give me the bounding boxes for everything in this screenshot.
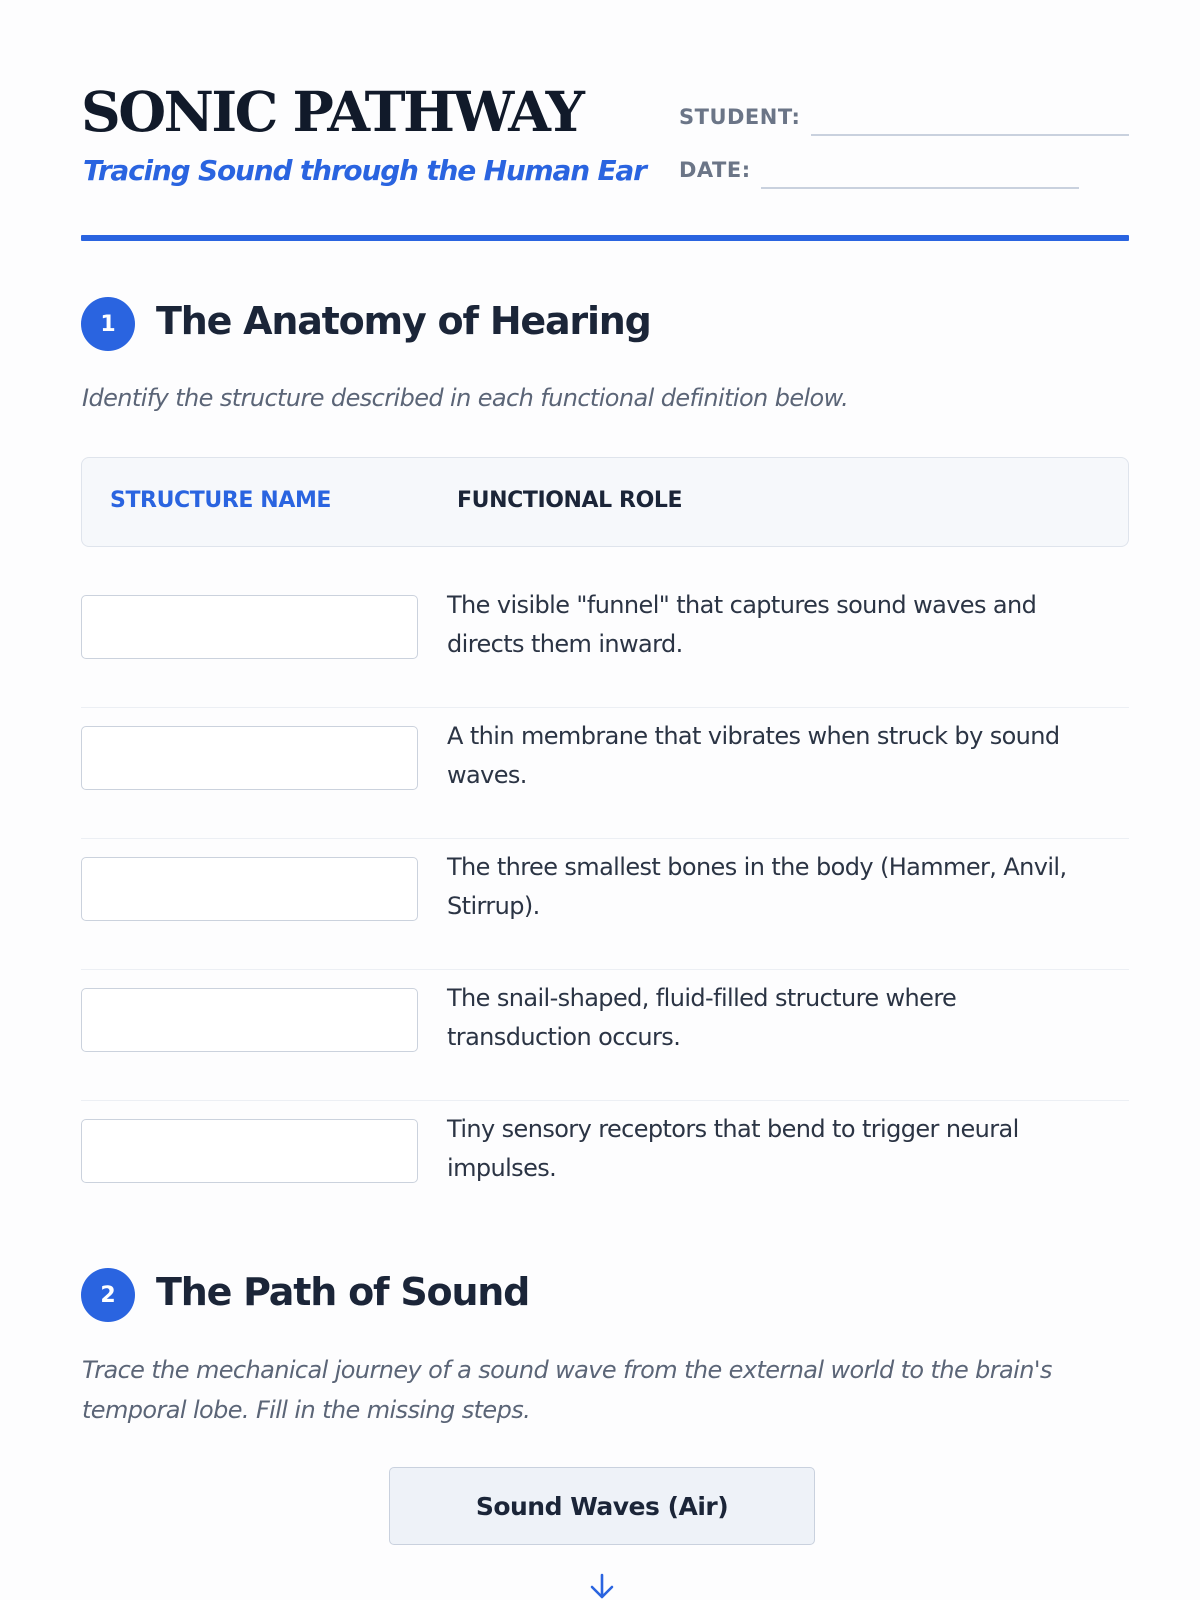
functional-role-text: The three smallest bones in the body (Hammer, Anvil, Stirrup).	[447, 853, 1067, 920]
functional-role-text: The visible "funnel" that captures sound waves and directs them inward.	[447, 591, 1037, 658]
structure-answer-field[interactable]	[81, 726, 418, 790]
structure-answer-field[interactable]	[81, 1119, 418, 1183]
section-2-badge: 2	[81, 1268, 135, 1322]
table-row	[81, 1100, 1129, 1231]
section-1-title: The Anatomy of Hearing	[156, 299, 651, 343]
section-2-title: The Path of Sound	[156, 1270, 530, 1314]
date-field[interactable]	[761, 187, 1079, 189]
flow-step-box: Sound Waves (Air)	[389, 1467, 815, 1545]
functional-role-text: The snail-shaped, fluid-filled structure where transduction occurs.	[447, 984, 957, 1051]
structure-answer-field[interactable]	[81, 595, 418, 659]
student-label: STUDENT:	[679, 105, 801, 129]
table-row	[81, 576, 1129, 708]
section-2-instructions: Trace the mechanical journey of a sound wave from the external world to the brain's temporal lobe. Fill in the missing steps.	[82, 1356, 1052, 1424]
table-row	[81, 707, 1129, 839]
arrow-down-icon	[587, 1573, 617, 1600]
structure-answer-field[interactable]	[81, 988, 418, 1052]
functional-role-text: Tiny sensory receptors that bend to trigger neural impulses.	[447, 1115, 1019, 1182]
anatomy-table-header	[81, 457, 1129, 547]
table-row	[81, 969, 1129, 1101]
structure-name-column-header: STRUCTURE NAME	[110, 488, 332, 513]
header-divider	[81, 235, 1129, 241]
structure-answer-field[interactable]	[81, 857, 418, 921]
functional-role-text: A thin membrane that vibrates when struck by sound waves.	[447, 722, 1060, 789]
worksheet-title: SONIC PATHWAY	[81, 79, 583, 144]
student-name-field[interactable]	[811, 134, 1129, 136]
section-1-instructions: Identify the structure described in each functional definition below.	[82, 384, 849, 412]
section-1-badge: 1	[81, 297, 135, 351]
functional-role-column-header: FUNCTIONAL ROLE	[457, 488, 683, 513]
worksheet-subtitle: Tracing Sound through the Human Ear	[83, 154, 646, 187]
date-label: DATE:	[679, 158, 751, 182]
worksheet-header	[81, 76, 1129, 242]
table-row	[81, 838, 1129, 970]
